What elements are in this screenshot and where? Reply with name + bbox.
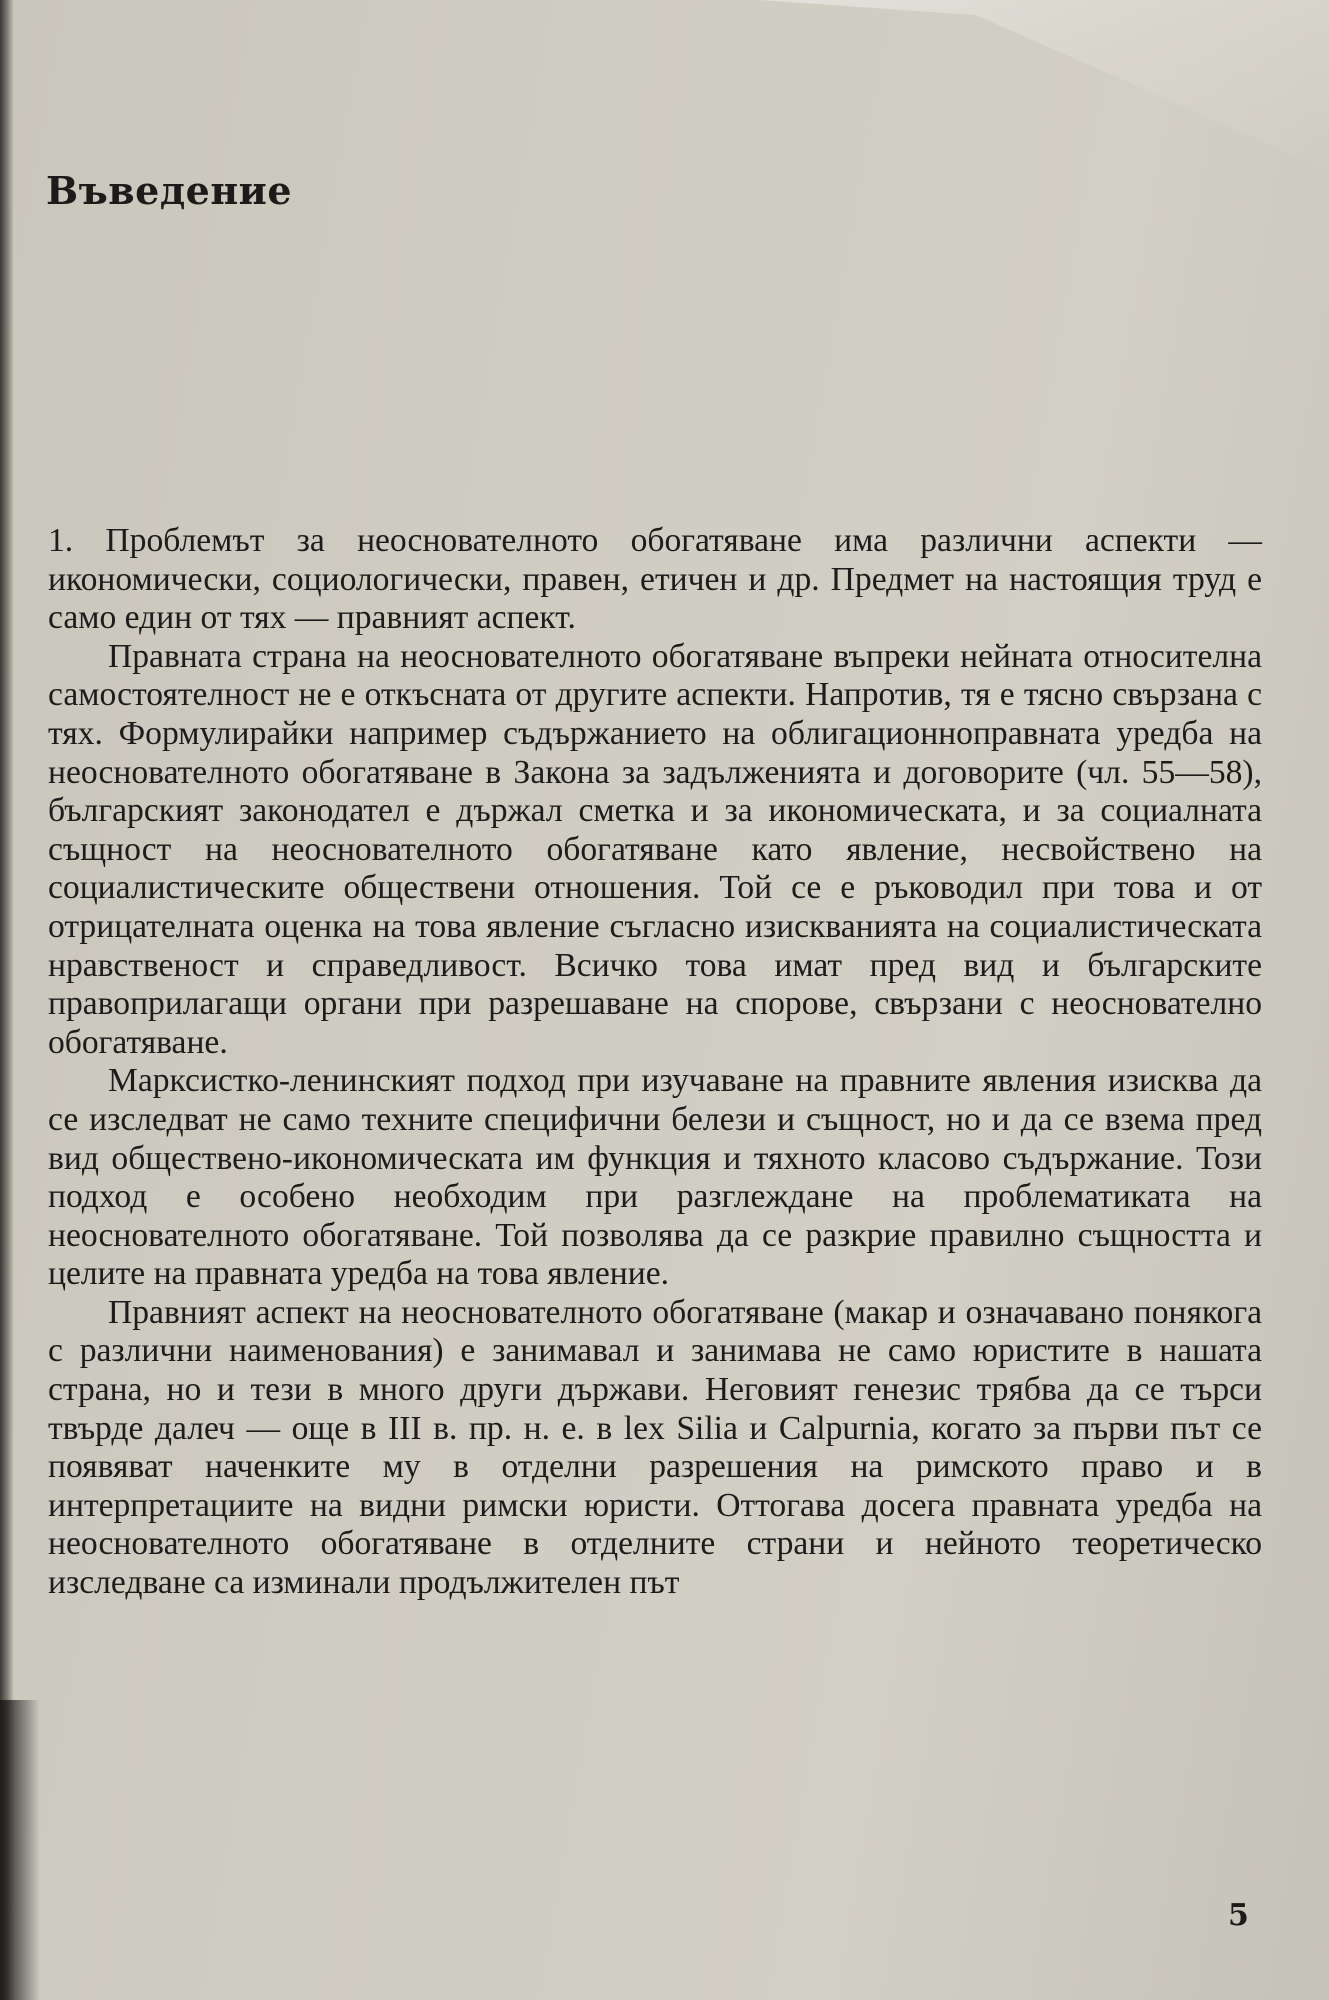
paragraph-3: Марксистко-ленинският подход при изучаване на правните явления изисква да се изследват не само техните специфични белези и същност, но и да се взема пред вид обществено-икономическата им функция и тяхното класово съдържание. Този подход е особено необходим при разглеждане на проблематиката на неоснователното обогатяване. Той позволява да се разкрие правилно същността и целите на правната уредба на това явление. bbox=[48, 1062, 1262, 1293]
chapter-heading: Въведение bbox=[46, 168, 293, 213]
paragraph-2: Правната страна на неоснователното обогатяване въпреки нейната относителна самостоятелност не е откъсната от другите аспекти. Напротив, тя е тясно свързана с тях. Формулирайки например съдържанието на облигационноправната уредба на неоснователното обогатяване в Закона за задълженията и договорите (чл. 55—58), българският законодател е държал сметка и за икономическата, и за социалната същност на неоснователното обогатяване като явление, несвойствено на социалистическите обществени отношения. Той се е ръководил при това и от отрицателната оценка на това явление съгласно изискванията на социалистическата нравственост и справедливост. Всичко това имат пред вид и българските правоприлагащи органи при разрешаване на спорове, свързани с неоснователно обогатяване. bbox=[48, 637, 1262, 1061]
binding-shadow-bottom bbox=[0, 1700, 40, 2000]
paragraph-1: 1. Проблемът за неоснователното обогатяване има различни аспекти — икономически, социологически, правен, етичен и др. Предмет на настоящия труд е само един от тях — правният аспект. bbox=[48, 522, 1262, 637]
folded-page-corner bbox=[760, 0, 1329, 190]
body-text bbox=[48, 522, 1262, 1603]
paragraph-4: Правният аспект на неоснователното обогатяване (макар и означавано понякога с различни наименования) е занимавал и занимава не само юристите в нашата страна, но и тези в много други държави. Неговият генезис трябва да се търси твърде далеч — още в III в. пр. н. е. в lex Silia и Calpurnia, когато за първи път се появяват наченките му в отделни разрешения на римското право и в интерпретациите на видни римски юристи. Оттогава досега правната уредба на неоснователното обогатяване в отделните страни и нейното теоретическо изследване са изминали продължителен път bbox=[48, 1293, 1262, 1602]
page-number: 5 bbox=[1228, 1898, 1249, 1933]
